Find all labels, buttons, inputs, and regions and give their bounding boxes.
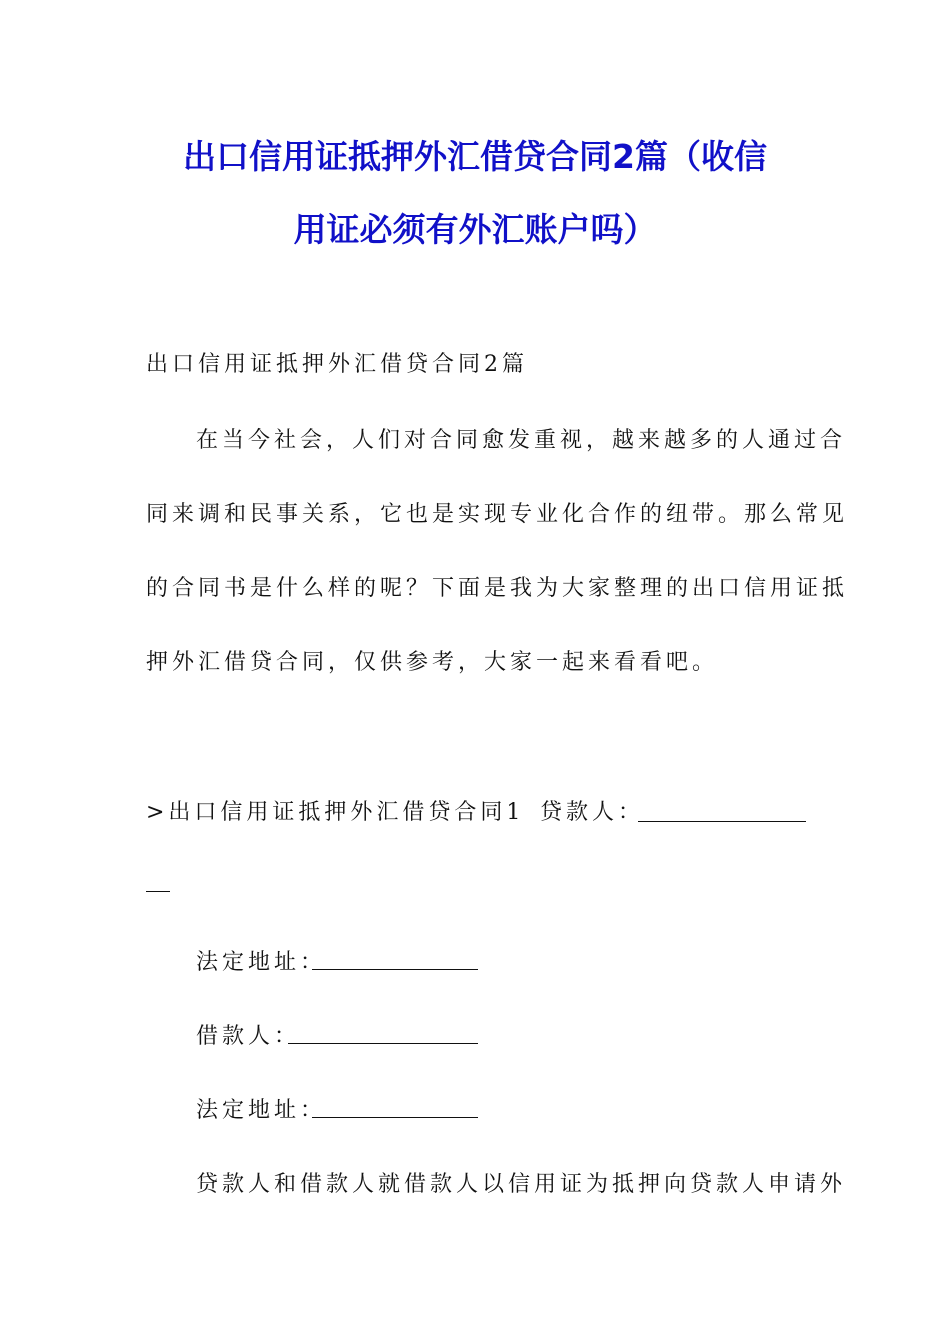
- intro-line-2: 同来调和民事关系，它也是实现专业化合作的纽带。那么常见: [146, 502, 849, 527]
- document-subtitle: 出口信用证抵押外汇借贷合同2篇: [146, 352, 528, 377]
- intro-line-1: 在当今社会，人们对合同愈发重视，越来越多的人通过合: [196, 428, 847, 453]
- lender-blank-line: [638, 803, 806, 822]
- intro-line-3: 的合同书是什么样的呢？下面是我为大家整理的出口信用证抵: [146, 576, 849, 601]
- lender-blank-line-continued: [146, 873, 170, 892]
- document-title-line-2: 用证必须有外汇账户吗）: [293, 210, 657, 249]
- intro-line-4: 押外汇借贷合同，仅供参考，大家一起来看看吧。: [146, 650, 719, 675]
- borrower-label: 借款人：: [196, 1024, 301, 1049]
- lender-address-label: 法定地址：: [196, 950, 327, 975]
- lender-label: 贷款人：: [540, 800, 645, 825]
- borrower-address-blank-line: [312, 1099, 478, 1118]
- contract-body-line: 贷款人和借款人就借款人以信用证为抵押向贷款人申请外: [196, 1172, 847, 1197]
- document-title-line-1: 出口信用证抵押外汇借贷合同2篇（收信: [183, 137, 767, 176]
- section-heading: >出口信用证抵押外汇借贷合同1: [146, 800, 525, 825]
- borrower-address-label: 法定地址：: [196, 1098, 327, 1123]
- borrower-blank-line: [288, 1025, 478, 1044]
- lender-address-blank-line: [312, 951, 478, 970]
